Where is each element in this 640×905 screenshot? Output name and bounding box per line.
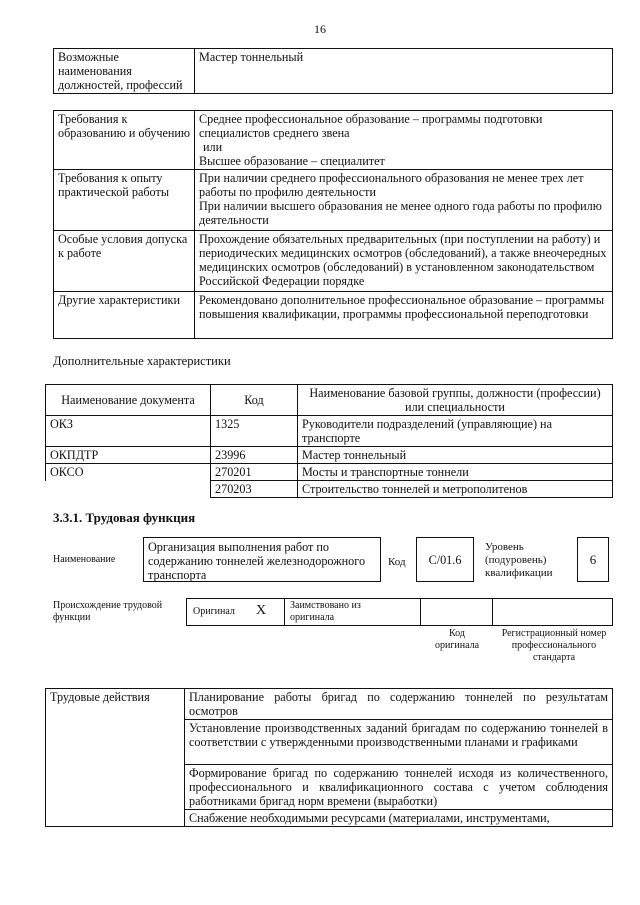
req-value-conditions: [195, 231, 613, 292]
additional-table: [45, 384, 613, 498]
additional-header-code: Код: [211, 385, 298, 416]
function-name-value: Организация выполнения работ по содержанию тоннелей железнодорожного транспорта: [143, 537, 381, 582]
origin-divider: [284, 598, 285, 626]
req-value-experience: [195, 170, 613, 231]
additional-cell-name: Строительство тоннелей и метрополитенов: [298, 481, 613, 498]
additional-cell-code: 270201: [211, 464, 298, 481]
function-name-label: Наименование: [53, 554, 116, 565]
action-item: Установление производственных заданий бригадам по содержанию тоннелей в соответствии с утвержденными производственными планами и графиками: [185, 720, 613, 765]
additional-header-row: [46, 385, 613, 416]
additional-cell-code: 270203: [211, 481, 298, 498]
function-title: 3.3.1. Трудовая функция: [53, 510, 196, 525]
req-label-other: Другие характеристики: [54, 292, 195, 339]
page-number: 16: [314, 22, 326, 36]
function-original-mark: X: [256, 603, 267, 618]
function-code-label: Код: [388, 556, 406, 568]
req-label-education: Требования к образованию и обучению: [54, 111, 195, 170]
req-line: Среднее профессиональное образование – программы подготовки специалистов среднего звена: [199, 112, 543, 140]
function-level-value: 6: [577, 537, 609, 582]
function-reg-number-caption: Регистрационный номер профессионального стандарта: [501, 628, 607, 663]
additional-cell-name: Мастер тоннельный: [298, 447, 613, 464]
req-label-conditions: Особые условия допуска к работе: [54, 231, 195, 292]
table-row: [46, 447, 613, 464]
additional-cell-code: 23996: [211, 447, 298, 464]
positions-value: Мастер тоннельный: [195, 49, 613, 94]
function-origin-label: Происхождение трудовой функции: [53, 600, 163, 623]
req-line: При наличии среднего профессионального образования не менее трех лет работы по профилю деятельности: [199, 171, 584, 199]
req-value-education: [195, 111, 613, 170]
table-row: [46, 481, 613, 498]
actions-label: Трудовые действия: [46, 689, 185, 827]
req-line: Прохождение обязательных предварительных (при поступлении на работу) и периодических медицинских осмотров (обследований), а также внеочередных медицинских осмотров (обследований) в установленном законодательством Российской Федерации порядке: [199, 232, 607, 288]
action-item: Планирование работы бригад по содержанию тоннелей по результатам осмотров: [185, 689, 613, 720]
req-line: Высшее образование – специалитет: [199, 154, 385, 168]
function-original-label: Оригинал: [193, 606, 235, 617]
req-row-other: [54, 292, 613, 339]
req-line: или: [203, 140, 223, 154]
additional-cell-doc: [46, 481, 211, 498]
action-item: Формирование бригад по содержанию тоннелей исходя из количественного, профессионального и квалификационного состава с учетом соблюдения работниками бригад норм времени (выработки): [185, 765, 613, 810]
req-row-education: [54, 111, 613, 170]
table-row: [46, 416, 613, 447]
function-code-value: C/01.6: [416, 537, 474, 582]
additional-cell-doc: ОКЗ: [46, 416, 211, 447]
req-row-conditions: [54, 231, 613, 292]
table-row: [46, 464, 613, 481]
additional-cell-doc: ОКСО: [46, 464, 211, 481]
function-code-original-caption: Код оригинала: [434, 628, 480, 651]
additional-cell-name: Руководители подразделений (управляющие) на транспорте: [298, 416, 613, 447]
function-level-label: Уровень (подуровень) квалификации: [485, 541, 553, 579]
origin-divider: [492, 598, 493, 626]
additional-title: Дополнительные характеристики: [53, 354, 231, 368]
req-line: При наличии высшего образования не менее одного года работы по профилю деятельности: [199, 199, 602, 227]
req-line: Рекомендовано дополнительное профессиональное образование – программы повышения квалификации, программы профессиональной переподготовки: [199, 293, 605, 321]
additional-header-doc: Наименование документа: [46, 385, 211, 416]
requirements-table: [53, 110, 613, 339]
additional-cell-name: Мосты и транспортные тоннели: [298, 464, 613, 481]
positions-table: [53, 48, 613, 94]
action-item: Снабжение необходимыми ресурсами (материалами, инструментами,: [185, 810, 613, 827]
origin-divider: [420, 598, 421, 626]
additional-cell-code: 1325: [211, 416, 298, 447]
req-row-experience: [54, 170, 613, 231]
req-value-other: [195, 292, 613, 339]
req-label-experience: Требования к опыту практической работы: [54, 170, 195, 231]
additional-header-name: Наименование базовой группы, должности (профессии) или специальности: [298, 385, 613, 416]
positions-label: Возможные наименования должностей, профессий: [54, 49, 195, 94]
additional-cell-doc: ОКПДТР: [46, 447, 211, 464]
function-borrowed-label: Заимствовано из оригинала: [290, 600, 361, 623]
actions-table: [45, 688, 613, 827]
